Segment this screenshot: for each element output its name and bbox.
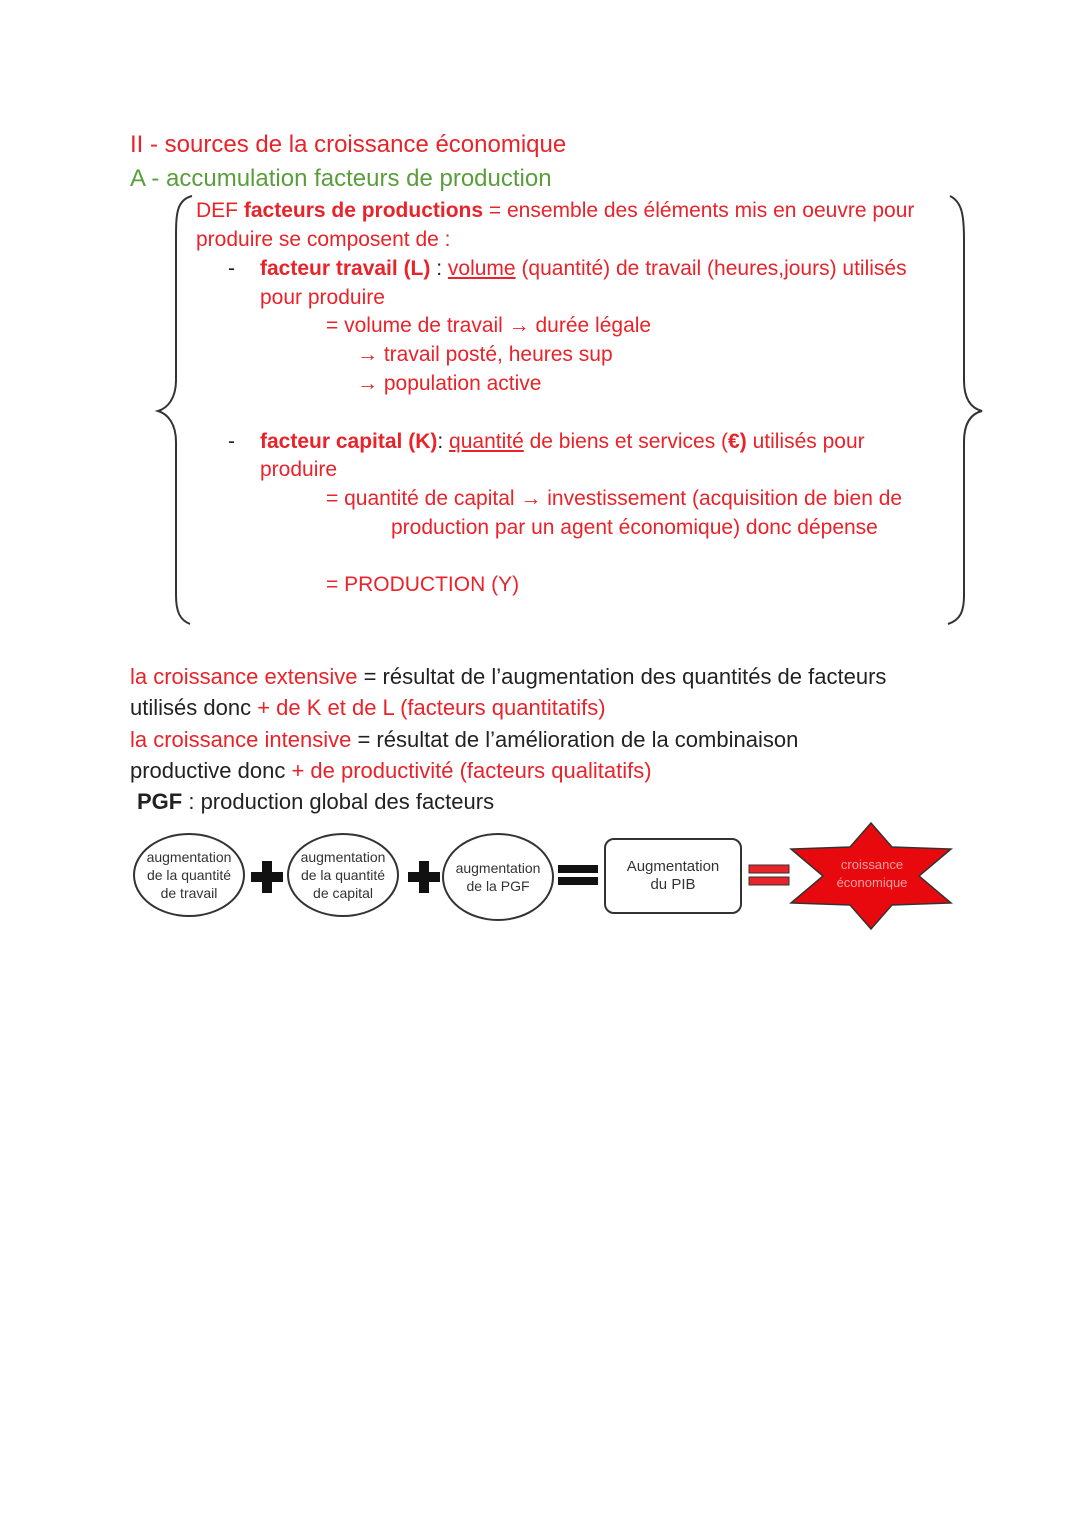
node-pgf: augmentation de la PGF <box>442 833 554 921</box>
extensive-line-2: utilisés donc + de K et de L (facteurs quantitatifs) <box>130 695 606 720</box>
node-croissance: croissance économique <box>836 857 908 890</box>
intensive-line-2: productive donc + de productivité (facteurs qualitatifs) <box>130 758 652 783</box>
subsection-title: A - accumulation facteurs de production <box>130 165 552 192</box>
left-brace <box>158 196 192 624</box>
plus-icon <box>407 860 441 894</box>
node-pib: Augmentation du PIB <box>604 838 742 914</box>
right-brace <box>948 196 982 624</box>
travail-line-2: pour produire <box>260 286 385 309</box>
capital-keyword: quantité <box>449 430 524 453</box>
travail-arrow-1: → travail posté, heures sup <box>357 343 613 366</box>
section-title: II - sources de la croissance économique <box>130 131 567 158</box>
travail-arrow-2: → population active <box>357 372 542 395</box>
capital-line-1: facteur capital (K): quantité de biens et services (€) utilisés pour <box>260 430 865 453</box>
travail-eq: = volume de travail → durée légale <box>326 314 652 337</box>
node-capital: augmentation de la quantité de capital <box>287 833 399 917</box>
extensive-term: la croissance extensive <box>130 664 358 689</box>
intensive-term: la croissance intensive <box>130 727 352 752</box>
travail-label: facteur travail (L) <box>260 257 431 280</box>
travail-keyword: volume <box>447 257 516 280</box>
production-line: = PRODUCTION (Y) <box>326 573 520 596</box>
definition-line-2: produire se composent de : <box>196 228 451 251</box>
pgf-line: PGF : production global des facteurs <box>137 789 495 814</box>
equals-icon <box>557 862 599 888</box>
pgf-term: PGF <box>137 789 183 814</box>
definition-term: facteurs de productions <box>243 199 484 222</box>
plus-icon <box>250 860 284 894</box>
capital-line-2: produire <box>260 458 338 481</box>
extensive-line-1: la croissance extensive = résultat de l’augmentation des quantités de facteurs <box>130 664 887 689</box>
equals-red-icon <box>748 862 790 888</box>
capital-eq: = quantité de capital → investissement (acquisition de bien de <box>326 487 903 510</box>
definition-line-1: DEF facteurs de productions = ensemble des éléments mis en oeuvre pour <box>196 199 915 222</box>
intensive-line-1: la croissance intensive = résultat de l’amélioration de la combinaison <box>130 727 799 752</box>
travail-line-1: facteur travail (L) : volume (quantité) de travail (heures,jours) utilisés <box>260 257 907 280</box>
node-travail: augmentation de la quantité de travail <box>133 833 245 917</box>
bullet-dash-travail: - <box>228 257 235 280</box>
capital-label: facteur capital (K) <box>260 430 438 453</box>
capital-eq-2: production par un agent économique) donc dépense <box>391 516 878 539</box>
bullet-dash-capital: - <box>228 430 235 453</box>
